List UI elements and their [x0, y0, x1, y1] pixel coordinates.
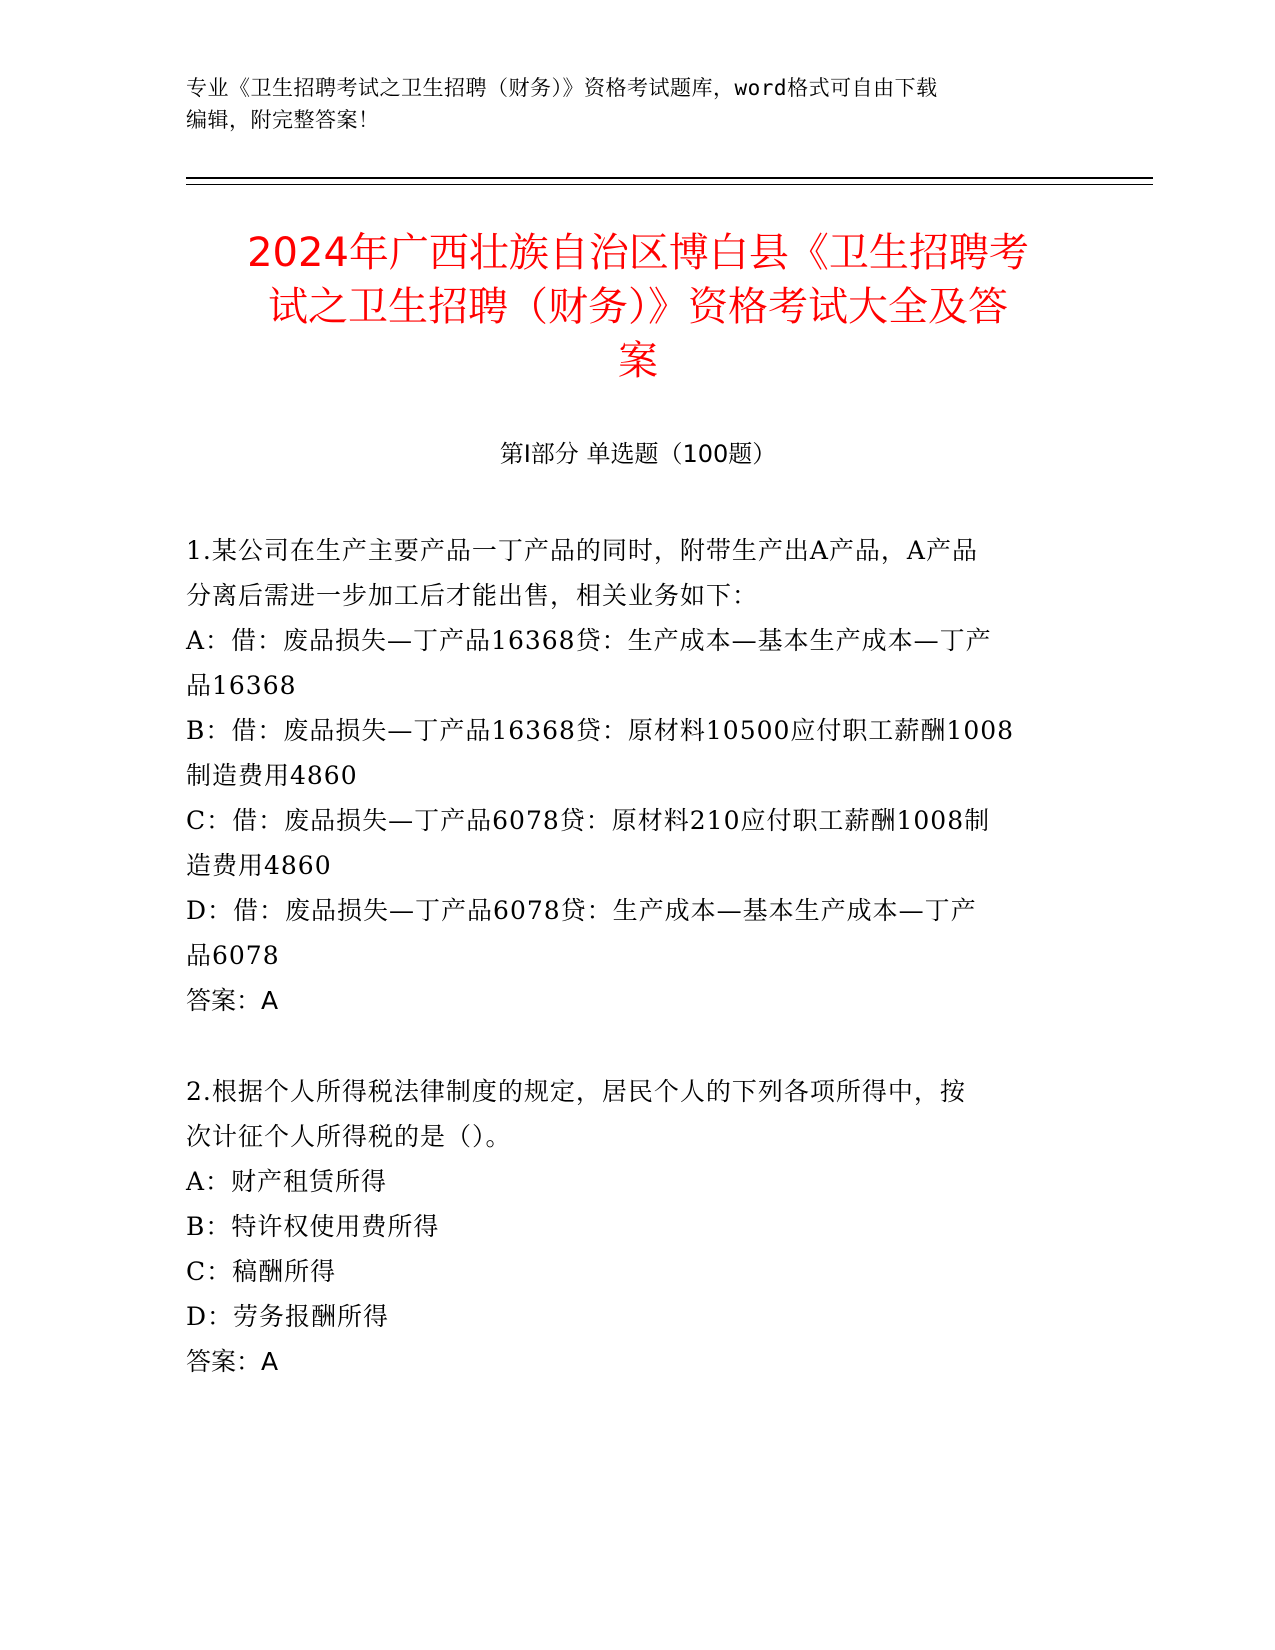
- option-c: 造费用4860: [186, 851, 332, 880]
- question-stem: 1.某公司在生产主要产品一丁产品的同时，附带生产出A产品，A产品: [186, 536, 978, 565]
- header-note-line: 专业《卫生招聘考试之卫生招聘（财务）》资格考试题库，word格式可自由下载: [186, 76, 938, 100]
- option-d: D：借：废品损失—丁产品6078贷：生产成本—基本生产成本—丁产: [186, 896, 977, 925]
- question-stem: 次计征个人所得税的是（）。: [186, 1122, 512, 1151]
- question-1: [186, 528, 1086, 1023]
- answer: 答案：A: [186, 1347, 279, 1376]
- question-stem: 分离后需进一步加工后才能出售，相关业务如下：: [186, 581, 759, 610]
- option-d: 品6078: [186, 941, 280, 970]
- section-title: 第Ⅰ部分 单选题（100题）: [499, 440, 777, 468]
- option-a: A：财产租赁所得: [186, 1167, 388, 1196]
- option-b: B：借：废品损失—丁产品16368贷：原材料10500应付职工薪酬1008: [186, 716, 1015, 745]
- header-divider: [186, 184, 1153, 185]
- option-a: 品16368: [186, 671, 297, 700]
- question-2: [186, 1069, 1086, 1384]
- option-b: B：特许权使用费所得: [186, 1212, 440, 1241]
- option-d: D：劳务报酬所得: [186, 1302, 390, 1331]
- title-line: 2024年广西壮族自治区博白县《卫生招聘考: [247, 230, 1029, 276]
- header-note: [186, 72, 1086, 136]
- header-divider: [186, 177, 1153, 179]
- document-title: [186, 226, 1090, 388]
- option-a: A：借：废品损失—丁产品16368贷：生产成本—基本生产成本—丁产: [186, 626, 992, 655]
- header-note-line: 编辑，附完整答案！: [186, 108, 380, 132]
- option-b: 制造费用4860: [186, 761, 358, 790]
- option-c: C：借：废品损失—丁产品6078贷：原材料210应付职工薪酬1008制: [186, 806, 991, 835]
- title-line: 案: [618, 338, 658, 384]
- answer: 答案：A: [186, 986, 279, 1015]
- title-line: 试之卫生招聘（财务）》资格考试大全及答: [268, 284, 1008, 330]
- option-c: C：稿酬所得: [186, 1257, 337, 1286]
- question-stem: 2.根据个人所得税法律制度的规定，居民个人的下列各项所得中，按: [186, 1077, 966, 1106]
